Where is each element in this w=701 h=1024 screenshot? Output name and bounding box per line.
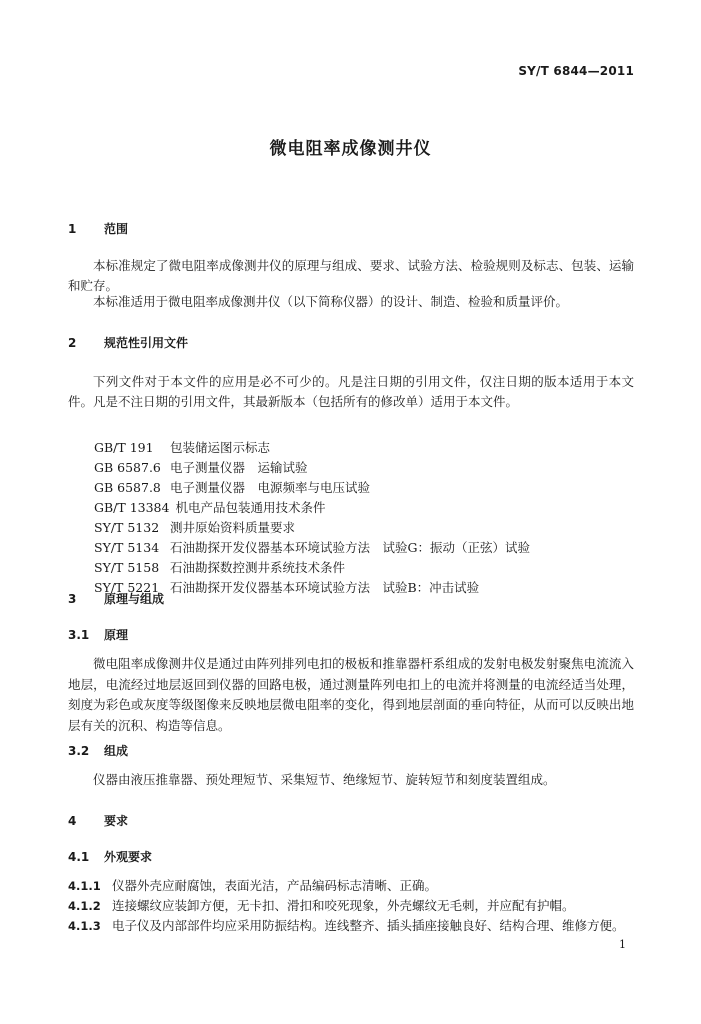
reference-code: SY/T 5134 [94, 540, 160, 555]
reference-item [94, 558, 530, 578]
clause-text: 仪器外壳应耐腐蚀，表面光洁，产品编码标志清晰、正确。 [112, 878, 438, 893]
reference-code: GB/T 191 [94, 440, 154, 455]
section-number: 1 [68, 222, 77, 236]
subsection-number: 3.1 [68, 628, 90, 642]
clause-number: 4.1.2 [68, 899, 101, 913]
subsection-title: 组成 [104, 744, 129, 758]
reference-code: GB/T 13384 [94, 500, 170, 515]
reference-item [94, 458, 530, 478]
section-4-heading [68, 812, 128, 829]
section-title: 要求 [104, 814, 129, 828]
section-title: 范围 [104, 222, 129, 236]
standard-code: SY/T 6844—2011 [518, 64, 634, 78]
document-title: 微电阻率成像测井仪 [269, 139, 432, 159]
reference-title: 石油勘探开发仪器基本环境试验方法 试验G：振动（正弦）试验 [170, 540, 530, 555]
reference-code: GB 6587.8 [94, 480, 161, 495]
section-title: 规范性引用文件 [104, 336, 189, 350]
subsection-title: 原理 [104, 628, 129, 642]
section-number: 4 [68, 814, 77, 828]
reference-item [94, 478, 530, 498]
subsection-3-1-heading [68, 626, 128, 643]
section-1-heading [68, 220, 128, 237]
scope-paragraph-1: 本标准规定了微电阻率成像测井仪的原理与组成、要求、试验方法、检验规则及标志、包装、运输和贮存。 [68, 258, 634, 293]
reference-title: 包装储运图示标志 [170, 440, 271, 455]
section-3-heading [68, 590, 164, 607]
clause-text: 电子仪及内部部件均应采用防振结构。连线整齐、插头插座接触良好、结构合理、维修方便。 [112, 918, 625, 933]
page-number: 1 [619, 938, 626, 951]
clause-text: 连接螺纹应装卸方便，无卡扣、滑扣和咬死现象，外壳螺纹无毛刺，并应配有护帽。 [112, 898, 575, 913]
subsection-4-1-heading [68, 848, 152, 865]
clause-4-1-1 [68, 876, 437, 894]
reference-item [94, 538, 530, 558]
section-number: 3 [68, 592, 77, 606]
principle-paragraph: 微电阻率成像测井仪是通过由阵列排列电扣的极板和推靠器杆系组成的发射电极发射聚焦电流流入地层，电流经过地层返回到仪器的回路电极，通过测量阵列电扣上的电流并将测量的电流经适当处理，刻度为彩色或灰度等级图像来反映地层微电阻率的变化，得到地层剖面的垂向特征，从而可以反映出地层有关的沉积、构造等信息。 [68, 656, 634, 733]
clause-4-1-3 [68, 916, 625, 934]
reference-item [94, 518, 530, 538]
reference-title: 电子测量仪器 电源频率与电压试验 [170, 480, 371, 495]
scope-paragraph-2: 本标准适用于微电阻率成像测井仪（以下简称仪器）的设计、制造、检验和质量评价。 [93, 294, 569, 309]
references-intro: 下列文件对于本文件的应用是必不可少的。凡是注日期的引用文件，仅注日期的版本适用于本文件。凡是不注日期的引用文件，其最新版本（包括所有的修改单）适用于本文件。 [68, 374, 634, 409]
subsection-3-2-heading [68, 742, 128, 759]
section-title: 原理与组成 [104, 592, 165, 606]
clause-number: 4.1.1 [68, 879, 101, 893]
reference-title: 测井原始资料质量要求 [170, 520, 296, 535]
reference-title: 石油勘探开发仪器基本环境试验方法 试验B：冲击试验 [170, 580, 480, 595]
section-2-heading [68, 334, 188, 351]
reference-code: SY/T 5132 [94, 520, 160, 535]
reference-item [94, 498, 530, 518]
section-number: 2 [68, 336, 77, 350]
reference-title: 电子测量仪器 运输试验 [170, 460, 308, 475]
subsection-number: 3.2 [68, 744, 90, 758]
reference-code: SY/T 5221 [94, 580, 160, 595]
reference-code: SY/T 5158 [94, 560, 160, 575]
reference-code: GB 6587.6 [94, 460, 161, 475]
subsection-title: 外观要求 [104, 850, 153, 864]
reference-title: 机电产品包装通用技术条件 [175, 500, 326, 515]
composition-paragraph: 仪器由液压推靠器、预处理短节、采集短节、绝缘短节、旋转短节和刻度装置组成。 [93, 772, 556, 787]
clause-number: 4.1.3 [68, 919, 101, 933]
reference-title: 石油勘探数控测井系统技术条件 [170, 560, 346, 575]
subsection-number: 4.1 [68, 850, 90, 864]
reference-item [94, 438, 530, 458]
clause-4-1-2 [68, 896, 575, 914]
normative-references-list [94, 438, 530, 598]
